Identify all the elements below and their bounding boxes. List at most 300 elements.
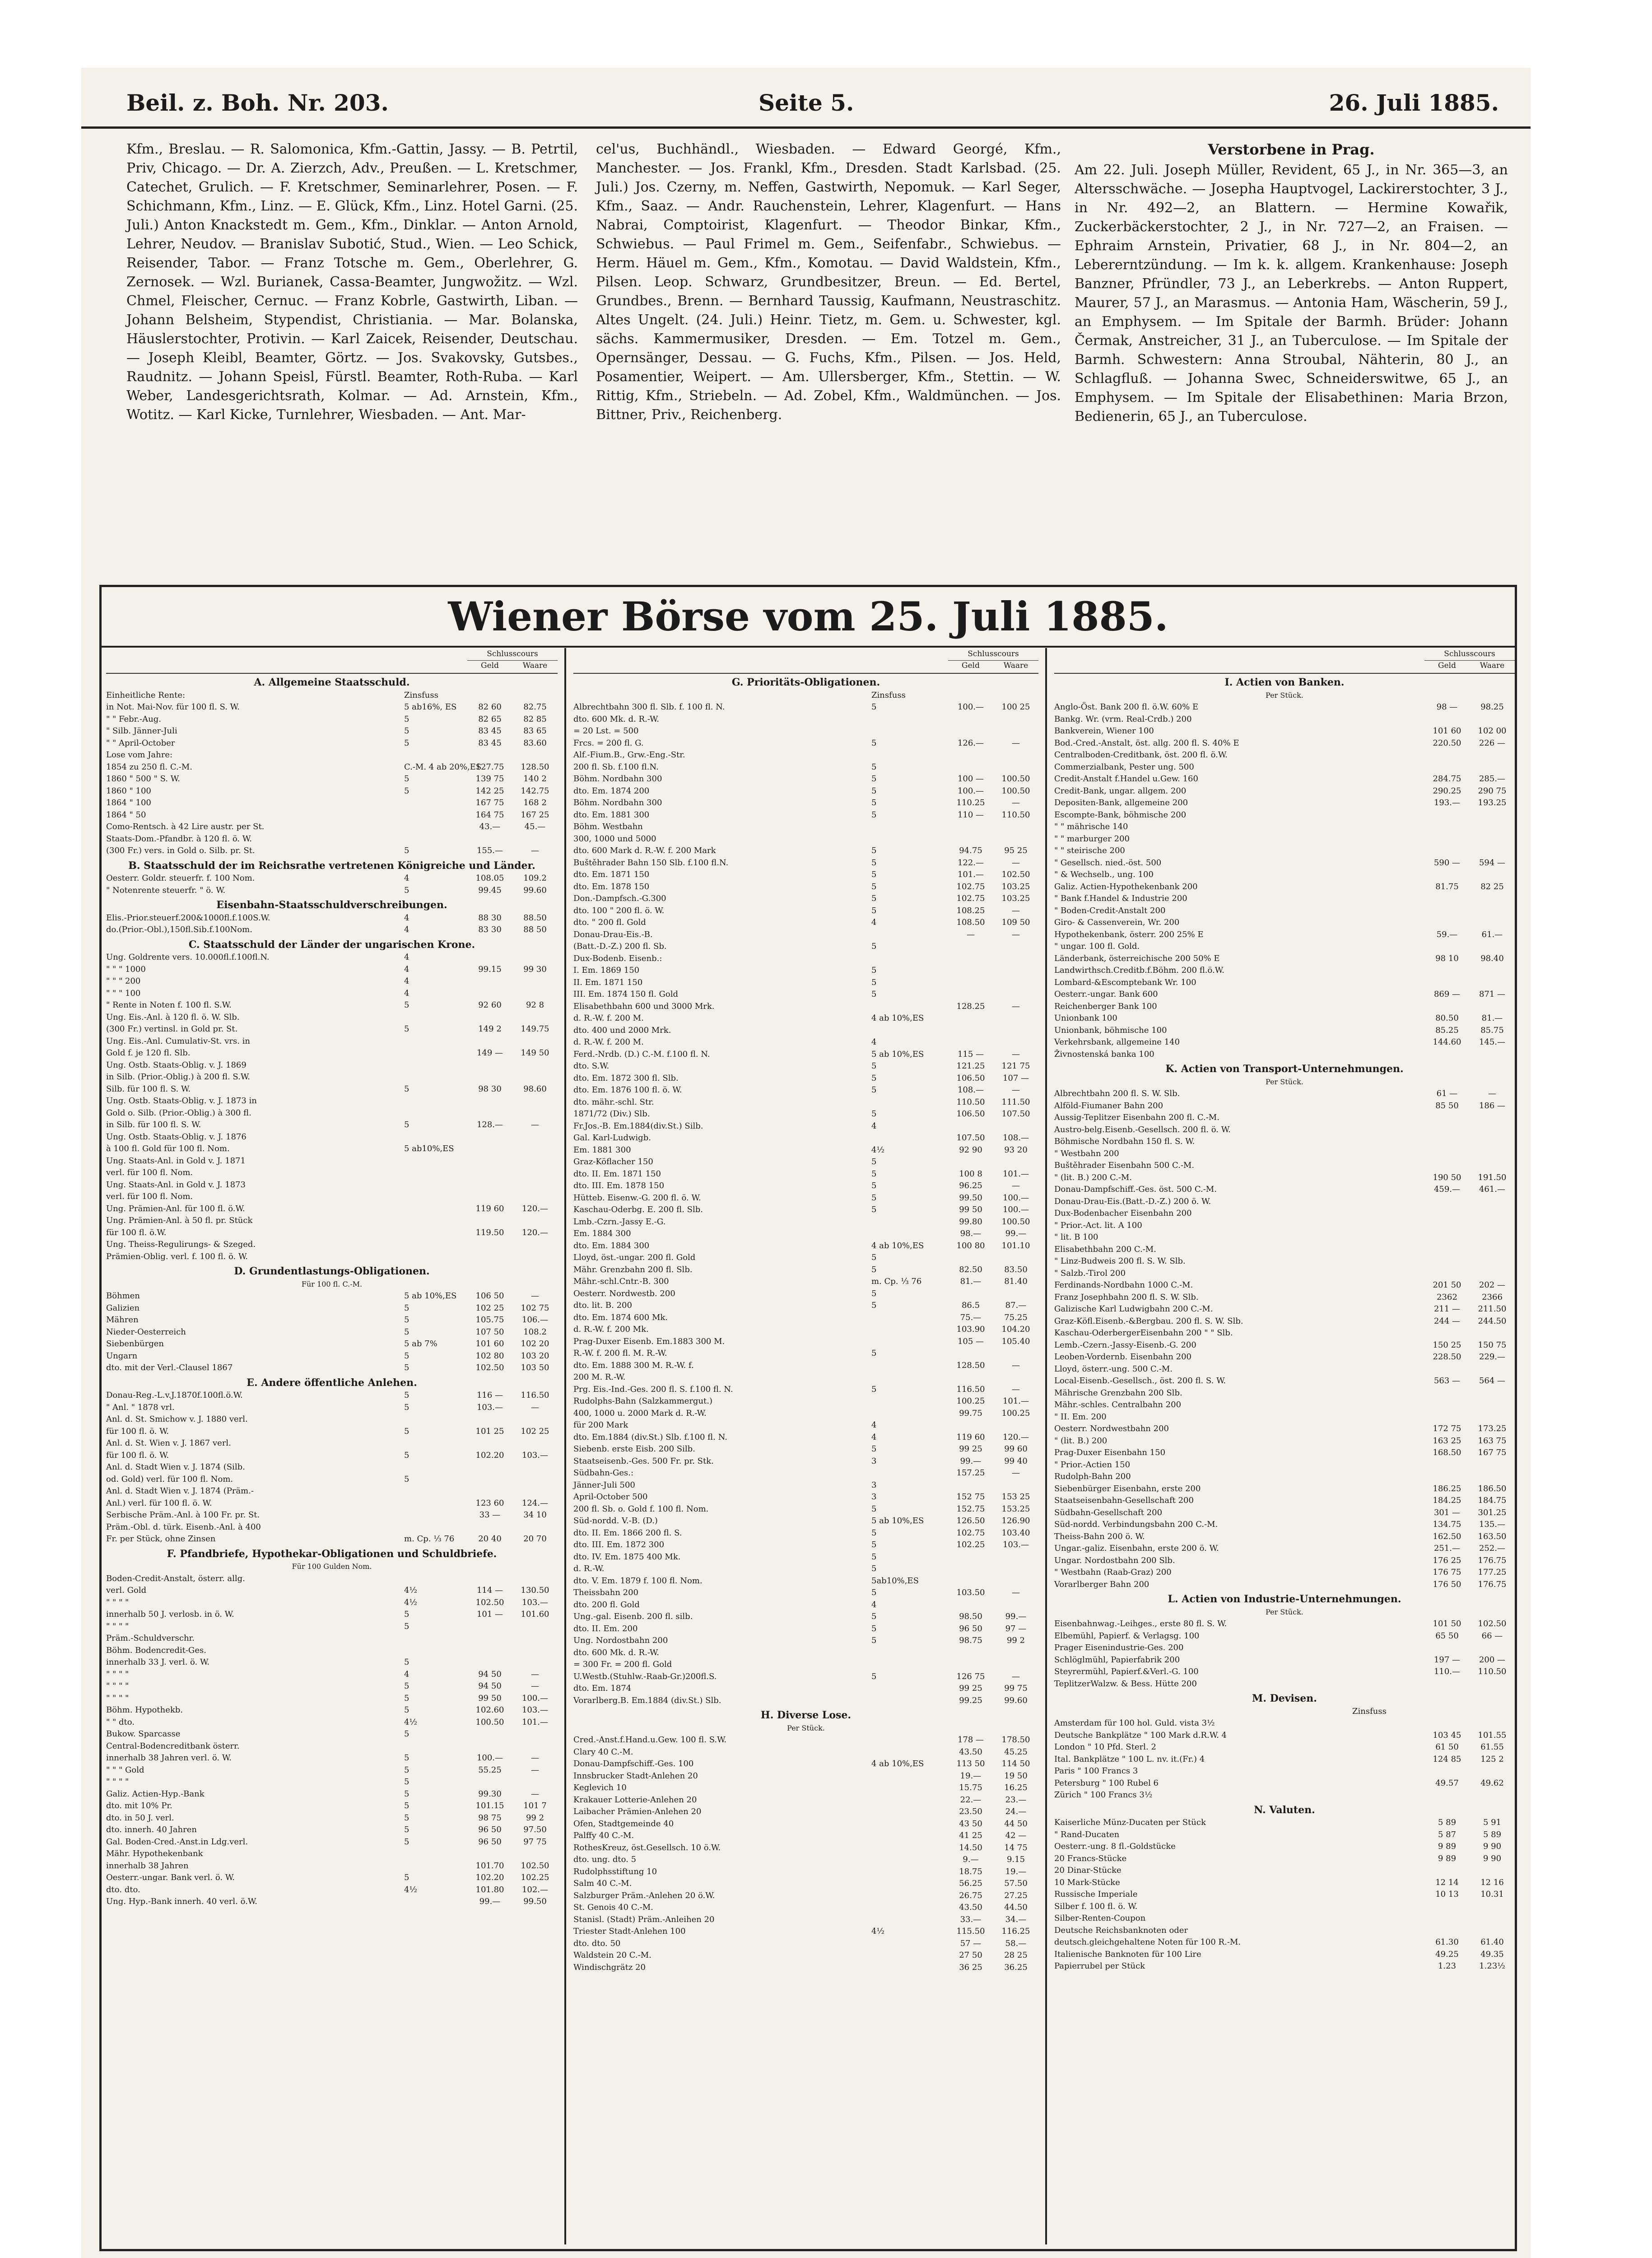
quote-row bbox=[106, 1426, 558, 1438]
security-name: Länderbank, österreichische 200 50% E bbox=[1054, 953, 1220, 963]
section-heading: A. Allgemeine Staatsschuld. bbox=[254, 676, 410, 688]
quote-row bbox=[573, 1372, 1038, 1384]
security-name: Mähr. Grenzbahn 200 fl. Slb. bbox=[573, 1264, 693, 1274]
waare-value: 168 2 bbox=[523, 798, 547, 807]
interest-rate: 5 bbox=[871, 858, 877, 868]
geld-value: 100 — bbox=[957, 774, 984, 784]
quote-row bbox=[1054, 773, 1515, 785]
geld-value: 43.50 bbox=[959, 1747, 982, 1757]
security-name: Albrechtbahn 300 fl. Slb. f. 100 fl. N. bbox=[573, 702, 725, 712]
geld-value: 152 75 bbox=[956, 1492, 985, 1502]
quote-row bbox=[573, 809, 1038, 821]
security-name: Rudolph-Bahn 200 bbox=[1054, 1472, 1131, 1481]
waare-value: 98.60 bbox=[523, 1084, 547, 1094]
security-name: dto. " 200 fl. Gold bbox=[573, 918, 646, 927]
security-name: dto. V. Em. 1879 f. 100 fl. Nom. bbox=[573, 1576, 703, 1586]
security-name: Gal. Boden-Cred.-Anst.in Ldg.verl. bbox=[106, 1837, 248, 1847]
waare-value: 99.— bbox=[1005, 1612, 1027, 1621]
security-name: Depositen-Bank, allgemeine 200 bbox=[1054, 798, 1188, 807]
security-name: Bod.-Cred.-Anstalt, öst. allg. 200 fl. S. 40% E bbox=[1054, 738, 1239, 748]
security-name: 1864 " 50 bbox=[106, 810, 146, 820]
interest-rate: 5 bbox=[871, 774, 877, 784]
section-heading: L. Actien von Industrie-Unternehmungen. bbox=[1168, 1593, 1401, 1605]
section-heading: C. Staatsschuld der Länder der ungarischen Krone. bbox=[188, 938, 475, 951]
quote-row bbox=[1054, 749, 1515, 761]
quote-row bbox=[106, 761, 558, 774]
quote-row bbox=[106, 1390, 558, 1402]
waare-value: 61.40 bbox=[1480, 1937, 1504, 1947]
interest-rate: 5 ab 7% bbox=[404, 1339, 437, 1348]
waare-value: 102 25 bbox=[521, 1426, 549, 1436]
geld-value: 80.50 bbox=[1435, 1013, 1459, 1023]
geld-value: 27 50 bbox=[959, 1950, 982, 1960]
security-name: Ungar. Nordostbahn 200 Slb. bbox=[1054, 1555, 1175, 1565]
security-name: Aussig-Teplitzer Eisenbahn 200 fl. C.-M. bbox=[1054, 1113, 1219, 1122]
section-heading: N. Valuten. bbox=[1254, 1804, 1315, 1816]
geld-value: 869 — bbox=[1433, 989, 1461, 999]
interest-rate: m. Cp. ⅓ 76 bbox=[404, 1534, 455, 1544]
quote-row bbox=[106, 1609, 558, 1621]
interest-rate: 5 bbox=[404, 1621, 410, 1631]
quote-row bbox=[573, 1025, 1038, 1037]
geld-value: 99.— bbox=[479, 1897, 501, 1906]
quote-row bbox=[573, 1192, 1038, 1204]
geld-value: 49.25 bbox=[1435, 1949, 1459, 1959]
interest-rate: 4½ bbox=[404, 1885, 417, 1894]
security-name: Serbische Präm.-Anl. à 100 Fr. pr. St. bbox=[106, 1510, 260, 1520]
quote-row bbox=[1054, 1841, 1515, 1853]
interest-rate: 5 bbox=[871, 1528, 877, 1538]
quote-row bbox=[1054, 1579, 1515, 1591]
geld-value: 244 — bbox=[1433, 1316, 1461, 1326]
quote-row bbox=[573, 1914, 1038, 1926]
waare-value: — bbox=[531, 846, 539, 855]
quote-row bbox=[106, 1437, 558, 1450]
waare-value: 104.20 bbox=[1001, 1325, 1030, 1334]
interest-rate: 5 bbox=[871, 1109, 877, 1119]
quote-row bbox=[106, 821, 558, 833]
quote-row bbox=[106, 1621, 558, 1633]
quote-row bbox=[573, 1671, 1038, 1683]
security-name: Reichenberger Bank 100 bbox=[1054, 1001, 1157, 1011]
waare-value: 9.15 bbox=[1006, 1855, 1025, 1864]
geld-value: 167 75 bbox=[475, 798, 504, 807]
geld-value: 113 50 bbox=[956, 1759, 985, 1768]
security-name: Böhm. Nordbahn 300 bbox=[573, 774, 662, 784]
security-name: " Rente in Noten f. 100 fl. S.W. bbox=[106, 1000, 232, 1010]
geld-value: 98 10 bbox=[1435, 953, 1459, 963]
waare-value: — bbox=[1012, 858, 1020, 868]
interest-rate: 5 ab16%, ES bbox=[404, 702, 457, 712]
deaths-column bbox=[1075, 140, 1508, 574]
quote-row bbox=[1054, 857, 1515, 869]
geld-value: 128.50 bbox=[956, 1360, 985, 1370]
security-name: Anl. d. Stadt Wien v. J. 1874 (Präm.- bbox=[106, 1486, 254, 1496]
interest-rate: 5 bbox=[404, 1801, 410, 1810]
security-name: Escompte-Bank, böhmische 200 bbox=[1054, 810, 1187, 820]
geld-value: 101 60 bbox=[1433, 726, 1461, 736]
waare-value: 99 30 bbox=[523, 964, 547, 974]
security-name: Em. 1884 300 bbox=[573, 1229, 631, 1238]
quote-row bbox=[573, 833, 1038, 845]
interest-rate: 5 bbox=[871, 786, 877, 796]
waare-value: 103 50 bbox=[521, 1363, 549, 1372]
security-name: à 100 fl. Gold für 100 fl. Nom. bbox=[106, 1144, 230, 1153]
quote-row bbox=[106, 1251, 558, 1263]
security-name: Einheitliche Rente: bbox=[106, 690, 186, 700]
geld-value: 5 87 bbox=[1438, 1829, 1457, 1839]
quote-row bbox=[106, 1872, 558, 1884]
security-name: Alf.-Fium.B., Grw.-Eng.-Str. bbox=[573, 750, 685, 760]
bourse-column-3 bbox=[1054, 648, 1515, 2244]
geld-value: 107 50 bbox=[475, 1327, 504, 1337]
geld-value: 190 50 bbox=[1433, 1172, 1461, 1182]
quote-row bbox=[106, 1669, 558, 1681]
quote-row bbox=[1054, 1208, 1515, 1220]
quote-row bbox=[106, 1167, 558, 1179]
waare-value: 5 91 bbox=[1483, 1818, 1502, 1827]
geld-value: 105.75 bbox=[475, 1315, 504, 1325]
security-name: Bankg. Wr. (vrm. Real-Crdb.) 200 bbox=[1054, 714, 1192, 724]
geld-value: 99.— bbox=[960, 1456, 982, 1466]
waare-value: 14 75 bbox=[1004, 1843, 1028, 1852]
security-name: Gold o. Silb. (Prior.-Oblig.) à 300 fl. bbox=[106, 1108, 251, 1118]
interest-rate: 5 bbox=[871, 1612, 877, 1621]
geld-value: 99 25 bbox=[959, 1444, 982, 1454]
quote-row bbox=[1054, 977, 1515, 989]
waare-value: 45.25 bbox=[1004, 1747, 1028, 1757]
geld-value: 94 50 bbox=[478, 1669, 502, 1679]
security-name: für 100 fl. ö. W. bbox=[106, 1426, 169, 1436]
geld-value: 168.50 bbox=[1433, 1448, 1461, 1457]
interest-rate: 5 bbox=[404, 1450, 410, 1460]
security-name: Oesterr.-ung. 8 fl.-Goldstücke bbox=[1054, 1842, 1176, 1851]
waare-value: 594 — bbox=[1479, 858, 1506, 868]
quote-row bbox=[573, 1036, 1038, 1049]
waare-value: 103.25 bbox=[1001, 894, 1030, 903]
security-name: Prag-Duxer Eisenb. Em.1883 300 M. bbox=[573, 1336, 725, 1346]
waare-label: Waare bbox=[1003, 661, 1028, 670]
quote-row bbox=[1054, 1351, 1515, 1363]
waare-value: 186.50 bbox=[1478, 1484, 1507, 1493]
interest-rate: 4 bbox=[404, 1669, 410, 1679]
quote-row bbox=[1054, 1865, 1515, 1877]
geld-value: 107.50 bbox=[956, 1133, 985, 1143]
interest-rate: 5 bbox=[404, 1474, 410, 1484]
waare-value: 98.40 bbox=[1480, 953, 1504, 963]
quote-row bbox=[106, 749, 558, 761]
interest-rate: 4 bbox=[871, 1121, 877, 1131]
security-name: Oesterr.-ungar. Bank verl. ö. W. bbox=[106, 1873, 235, 1882]
security-name: innerhalb 50 J. verlosb. in ö. W. bbox=[106, 1610, 234, 1619]
security-name: Böhm. Bodencredit-Ges. bbox=[106, 1645, 206, 1655]
geld-value: 102.20 bbox=[475, 1873, 504, 1882]
security-name: Ofen, Stadtgemeinde 40 bbox=[573, 1819, 674, 1829]
interest-rate: 5 bbox=[404, 1657, 410, 1667]
deaths-heading: Verstorbene in Prag. bbox=[1208, 141, 1375, 158]
waare-value: — bbox=[1012, 1468, 1020, 1478]
waare-value: 83 65 bbox=[523, 726, 547, 736]
security-name: Clary 40 C.-M. bbox=[573, 1747, 633, 1757]
quote-row bbox=[573, 1515, 1038, 1527]
security-name: Südbahn-Gesellschaft 200 bbox=[1054, 1507, 1163, 1517]
interest-rate: 4 ab 10%,ES bbox=[871, 1241, 924, 1250]
quote-row bbox=[573, 1866, 1038, 1878]
security-name: Anl. d. St. Wien v. J. 1867 verl. bbox=[106, 1438, 231, 1448]
waare-value: — bbox=[531, 1765, 539, 1775]
quote-row bbox=[573, 1348, 1038, 1360]
quote-row bbox=[106, 737, 558, 750]
guest-list-column-1 bbox=[126, 140, 578, 574]
geld-value: 162.50 bbox=[1433, 1531, 1461, 1541]
security-name: Dux-Bodenbacher Eisenbahn 200 bbox=[1054, 1208, 1192, 1218]
quote-row bbox=[573, 1623, 1038, 1635]
security-name: verl. für 100 fl. Nom. bbox=[106, 1168, 193, 1177]
quote-row bbox=[106, 725, 558, 737]
quote-row bbox=[106, 1083, 558, 1096]
geld-value: 102.75 bbox=[956, 894, 985, 903]
security-name: Giro- & Cassenverein, Wr. 200 bbox=[1054, 918, 1180, 927]
quote-row bbox=[573, 1659, 1038, 1671]
interest-rate: 5 bbox=[404, 1705, 410, 1715]
security-name: Krakauer Lotterie-Anlehen 20 bbox=[573, 1795, 697, 1805]
interest-rate: 5 bbox=[871, 1624, 877, 1633]
quote-row bbox=[106, 1191, 558, 1203]
security-name: dto. III. Em. 1872 300 bbox=[573, 1540, 665, 1549]
geld-value: 108.25 bbox=[956, 905, 985, 915]
interest-rate: 5 ab10%,ES bbox=[404, 1144, 454, 1153]
geld-value: 1.23 bbox=[1438, 1961, 1457, 1971]
interest-rate: Zinsfuss bbox=[404, 690, 438, 700]
quote-row bbox=[573, 1132, 1038, 1144]
security-name: " Westbahn 200 bbox=[1054, 1148, 1119, 1158]
interest-rate: 5 bbox=[404, 1789, 410, 1799]
geld-value: 61 50 bbox=[1435, 1742, 1459, 1752]
security-name: Silb. für 100 fl. S. W. bbox=[106, 1084, 191, 1094]
geld-value: 211 — bbox=[1433, 1304, 1461, 1314]
waare-value: 1.23½ bbox=[1479, 1961, 1505, 1971]
quote-row bbox=[1054, 1519, 1515, 1531]
waare-value: 100.— bbox=[521, 1693, 549, 1703]
security-name: in Silb. für 100 fl. S. W. bbox=[106, 1120, 201, 1129]
interest-rate: 4½ bbox=[404, 1717, 417, 1727]
security-name: (300 Fr.) vers. in Gold o. Silb. pr. St. bbox=[106, 846, 255, 855]
geld-value: 94 50 bbox=[478, 1681, 502, 1691]
security-name: Prämien-Oblig. verl. f. 100 fl. ö. W. bbox=[106, 1251, 248, 1261]
security-name: " Westbahn (Raab-Graz) 200 bbox=[1054, 1568, 1172, 1577]
quote-row bbox=[573, 1479, 1038, 1492]
security-name: dto. Em. 1888 300 M. R.-W. f. bbox=[573, 1360, 694, 1370]
quote-row bbox=[573, 725, 1038, 737]
interest-rate: 5 bbox=[871, 1444, 877, 1454]
waare-value: 290 75 bbox=[1478, 786, 1507, 796]
quote-row bbox=[106, 809, 558, 821]
geld-label: Geld bbox=[1438, 661, 1456, 670]
quote-row bbox=[573, 1120, 1038, 1133]
geld-value: 106.50 bbox=[956, 1109, 985, 1119]
waare-value: 99 2 bbox=[1006, 1636, 1025, 1645]
waare-value: 12 16 bbox=[1480, 1877, 1504, 1887]
security-name: 20 Francs-Stücke bbox=[1054, 1853, 1127, 1863]
security-name: 1854 zu 250 fl. C.-M. bbox=[106, 762, 192, 772]
security-name: " " dto. bbox=[106, 1717, 135, 1727]
quote-row bbox=[573, 785, 1038, 798]
waare-value: 103.25 bbox=[1001, 882, 1030, 891]
quote-row bbox=[1054, 1483, 1515, 1495]
interest-rate: 5 bbox=[871, 1564, 877, 1573]
quote-row bbox=[573, 1635, 1038, 1647]
geld-value: 102.25 bbox=[956, 1540, 985, 1549]
quote-row bbox=[1054, 1531, 1515, 1543]
quote-row bbox=[1054, 1730, 1515, 1742]
geld-value: 81.75 bbox=[1435, 882, 1459, 891]
quote-row bbox=[573, 1575, 1038, 1587]
geld-value: 99.25 bbox=[959, 1695, 982, 1705]
geld-value: 82.50 bbox=[959, 1264, 982, 1274]
security-name: Oesterr. Goldr. steuerfr. f. 100 Nom. bbox=[106, 873, 255, 883]
geld-value: 127.75 bbox=[475, 762, 504, 772]
quote-row bbox=[1054, 1232, 1515, 1244]
security-name: " Salzb.-Tirol 200 bbox=[1054, 1268, 1126, 1278]
geld-value: 49.57 bbox=[1435, 1778, 1459, 1788]
geld-value: 57 — bbox=[960, 1938, 982, 1948]
security-name: Ital. Bankplätze " 100 L. nv. it.(Fr.) 4 bbox=[1054, 1754, 1205, 1764]
security-name: Lemb.-Czern.-Jassy-Eisenb.-G. 200 bbox=[1054, 1340, 1196, 1350]
geld-value: 108.50 bbox=[956, 918, 985, 927]
security-name: Oesterr. Nordwestbahn 200 bbox=[1054, 1424, 1169, 1433]
interest-rate: 5 bbox=[871, 1169, 877, 1179]
waare-value: 106.— bbox=[521, 1315, 549, 1325]
waare-value: 82 85 bbox=[523, 714, 547, 724]
quote-row bbox=[573, 1443, 1038, 1456]
geld-value: 22.— bbox=[960, 1795, 982, 1805]
quote-row bbox=[1054, 1100, 1515, 1112]
security-name: dto. Em. 1878 150 bbox=[573, 882, 650, 891]
security-name: Hypothekenbank, österr. 200 25% E bbox=[1054, 929, 1204, 939]
quote-row bbox=[1054, 869, 1515, 881]
quote-row bbox=[573, 761, 1038, 774]
quote-row bbox=[1054, 941, 1515, 953]
security-name: Paris " 100 Francs 3 bbox=[1054, 1766, 1138, 1776]
quote-row bbox=[573, 1683, 1038, 1695]
security-name: dto. Em. 1874 600 Mk. bbox=[573, 1312, 668, 1322]
security-name: Bankverein, Wiener 100 bbox=[1054, 726, 1154, 736]
waare-value: 120.— bbox=[1002, 1432, 1029, 1442]
security-name: " " " 1000 bbox=[106, 964, 146, 974]
waare-value: 103.— bbox=[1002, 1540, 1029, 1549]
interest-rate: 4 bbox=[871, 1432, 877, 1442]
security-name: " " " 200 bbox=[106, 976, 141, 986]
quote-row bbox=[106, 1597, 558, 1609]
quote-row bbox=[573, 1551, 1038, 1563]
quote-row bbox=[1054, 1777, 1515, 1790]
geld-value: 98 75 bbox=[478, 1813, 502, 1823]
quote-row bbox=[106, 1764, 558, 1777]
waare-value: 99.60 bbox=[523, 885, 547, 895]
interest-rate: 5ab10%,ES bbox=[871, 1576, 919, 1586]
waare-value: 114 50 bbox=[1001, 1759, 1030, 1768]
waare-value: 244.50 bbox=[1478, 1316, 1507, 1326]
security-name: Bukow. Sparcasse bbox=[106, 1729, 181, 1739]
page-number: Seite 5. bbox=[759, 89, 854, 116]
quote-row bbox=[573, 1818, 1038, 1830]
quote-row bbox=[573, 893, 1038, 905]
quote-row bbox=[106, 1302, 558, 1315]
quote-row bbox=[573, 1758, 1038, 1770]
quote-row bbox=[106, 1227, 558, 1239]
security-name: Laibacher Prämien-Anlehen 20 bbox=[573, 1807, 702, 1816]
geld-value: 110.50 bbox=[956, 1097, 985, 1107]
geld-value: 61 — bbox=[1436, 1089, 1458, 1098]
waare-value: — bbox=[1488, 1089, 1496, 1098]
security-name: Staats-Dom.-Pfandbr. à 120 fl. ö. W. bbox=[106, 834, 252, 844]
quote-row bbox=[573, 1156, 1038, 1168]
security-name: " Prior.-Act. lit. A 100 bbox=[1054, 1220, 1142, 1230]
security-name: " Gesellsch. nied.-öst. 500 bbox=[1054, 858, 1162, 868]
waare-label: Waare bbox=[1480, 661, 1505, 670]
waare-value: 85.75 bbox=[1480, 1025, 1504, 1035]
geld-value: 19.— bbox=[960, 1771, 982, 1781]
security-name: " Linz-Budweis 200 fl. S. W. Slb. bbox=[1054, 1256, 1186, 1266]
geld-value: 43 50 bbox=[959, 1819, 982, 1829]
interest-rate: 5 bbox=[404, 1825, 410, 1834]
quote-row bbox=[106, 797, 558, 809]
security-name: Silber f. 100 fl. ö. W. bbox=[1054, 1901, 1138, 1911]
geld-value: 102.60 bbox=[475, 1705, 504, 1715]
security-name: Alföld-Fiumaner Bahn 200 bbox=[1054, 1101, 1163, 1110]
quote-row bbox=[1054, 1495, 1515, 1507]
quote-row bbox=[573, 1264, 1038, 1276]
waare-value: 101 7 bbox=[523, 1801, 547, 1810]
waare-value: 24.— bbox=[1005, 1807, 1027, 1816]
quote-row bbox=[1054, 1036, 1515, 1049]
security-name: Fr. per Stück, ohne Zinsen bbox=[106, 1534, 216, 1544]
waare-value: 102.50 bbox=[1001, 870, 1030, 879]
geld-value: 115.50 bbox=[956, 1927, 985, 1936]
waare-value: 58.— bbox=[1005, 1938, 1027, 1948]
security-name: Anglo-Öst. Bank 200 fl. ö.W. 60% E bbox=[1054, 702, 1199, 712]
quote-row bbox=[1054, 1678, 1515, 1690]
security-name: innerhalb 33 J. verl. ö. W. bbox=[106, 1657, 210, 1667]
security-name: Cred.-Anst.f.Hand.u.Gew. 100 fl. S.W. bbox=[573, 1735, 727, 1745]
security-name: III. Em. 1874 150 fl. Gold bbox=[573, 989, 678, 999]
interest-rate: 5 bbox=[871, 894, 877, 903]
quote-row bbox=[106, 1788, 558, 1801]
geld-value: 36 25 bbox=[959, 1962, 982, 1972]
waare-value: — bbox=[531, 1291, 539, 1301]
quote-row bbox=[1054, 881, 1515, 893]
waare-value: 34.— bbox=[1005, 1914, 1027, 1924]
interest-rate: 5 ab 10%,ES bbox=[404, 1291, 457, 1301]
quote-row bbox=[1054, 1630, 1515, 1642]
quote-row bbox=[1054, 1387, 1515, 1400]
waare-value: 100.— bbox=[1002, 1205, 1029, 1214]
quote-row bbox=[573, 1001, 1038, 1013]
quote-row bbox=[1054, 1829, 1515, 1841]
quote-row bbox=[1054, 1741, 1515, 1754]
quote-row bbox=[573, 1491, 1038, 1503]
quote-row bbox=[573, 1890, 1038, 1902]
security-name: Keglevich 10 bbox=[573, 1783, 627, 1792]
waare-value: 81.40 bbox=[1004, 1277, 1028, 1286]
geld-label: Geld bbox=[481, 661, 499, 670]
quote-row bbox=[573, 917, 1038, 929]
quote-row bbox=[1054, 1925, 1515, 1937]
security-name: Kaschau-Oderbg. E. 200 fl. Slb. bbox=[573, 1205, 703, 1214]
geld-value: 101 25 bbox=[475, 1426, 504, 1436]
waare-value: 101.55 bbox=[1478, 1730, 1507, 1740]
waare-value: 49.62 bbox=[1480, 1778, 1504, 1788]
